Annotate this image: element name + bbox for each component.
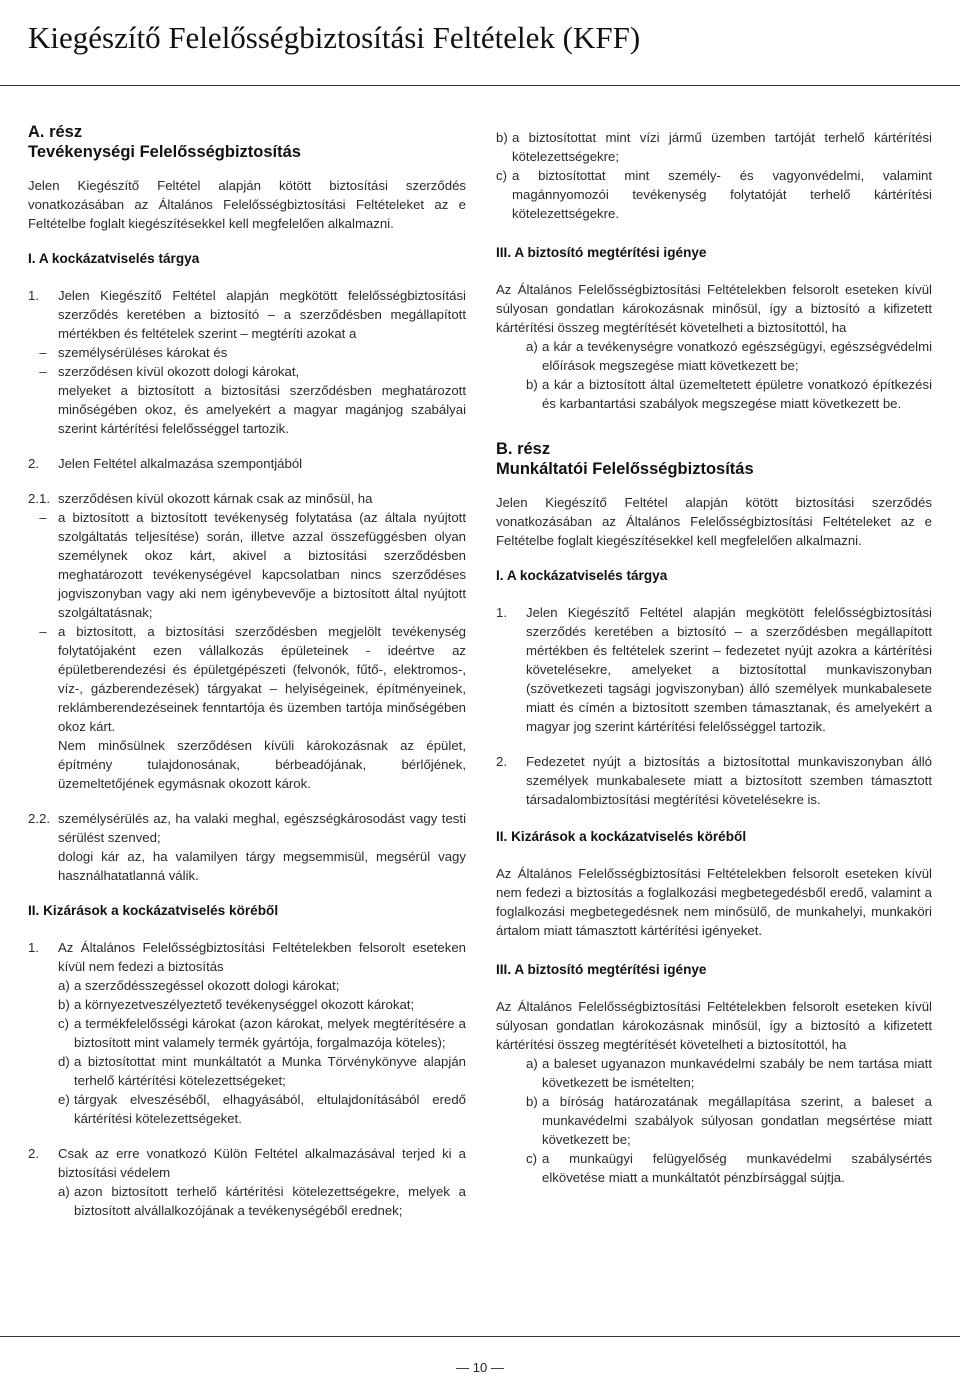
clause-text: Jelen Kiegészítő Feltétel alapján megkötött felelősségbiztosítási szerződés keretében a biztosító – a szerződésben megállapított mértékben és feltételek szerint – megtéríti azokat a xyxy=(58,288,466,341)
clause-number: 1. xyxy=(28,288,39,303)
list-item: c) a termékfelelősségi károkat (azon károkat, melyek megtérítésére a biztosított mint valamely termék gyártója, forgalmazója köteles); xyxy=(58,1016,466,1050)
part-b-label: B. rész xyxy=(496,440,551,458)
recourse-b-text: Az Általános Felelősségbiztosítási Feltételekben felsorolt eseteken kívül súlyosan gondatlan károkozásnak minősül, így a biztosító a kifizetett kártérítési összeg megtérítését követelheti a biztosítottól, ha xyxy=(496,999,932,1052)
exclusion-2-list xyxy=(58,1182,466,1220)
exclusion-2: 2. Csak az erre vonatkozó Külön Feltétel alkalmazásával terjed ki a biztosítási védelem xyxy=(28,1146,466,1180)
section-heading-recourse-b: III. A biztosító megtérítési igénye xyxy=(496,962,707,977)
section-heading-exclusions-b: II. Kizárások a kockázatviselés köréből xyxy=(496,829,747,844)
list-item: b) a kár a biztosított által üzemeltetett épületre vonatkozó építkezési és karbantartási szabályok megszegése miatt következett be. xyxy=(526,377,932,411)
section-heading-scope-b: I. A kockázatviselés tárgya xyxy=(496,568,668,583)
list-item: a) a kár a tevékenységre vonatkozó egészségügyi, egészségvédelmi előírások megszegése miatt következett be; xyxy=(526,339,932,373)
clause-b-1: 1. Jelen Kiegészítő Feltétel alapján megkötött felelősségbiztosítási szerződés keretében a biztosító – a szerződésben megállapított mértékben és feltételek szerint – fedezetet nyújt azokra a kártérítési követelésekre, amelyeket a biztosítottal munkaviszonyban (szövetkezeti tagsági jogviszonyban) álló személyek munkabalesete miatt és címén a biztosított szemben támasztanak, és amelyekért a magyar jog szerint kártérítési felelősséggel tartozik. xyxy=(496,605,932,734)
part-a-intro: Jelen Kiegészítő Feltétel alapján kötött biztosítási szerződés vonatkozásában az Általános Felelősségbiztosítási Feltételeket az e Feltételbe foglalt kiegészítésekkel kell megfelelően alkalmazni. xyxy=(28,178,466,231)
recourse-b-list xyxy=(526,1054,932,1187)
right-column xyxy=(496,128,932,1187)
footer-divider xyxy=(0,1336,960,1337)
clause-2-1: 2.1. szerződésen kívül okozott kárnak csak az minősül, ha xyxy=(28,491,373,506)
dash-item: – szerződésen kívül okozott dologi károkat, xyxy=(39,364,300,379)
list-item: a) a szerződésszegéssel okozott dologi károkat; xyxy=(58,978,340,993)
exclusion-2-list-continued xyxy=(496,128,932,223)
header-divider xyxy=(0,85,960,86)
list-item: d) a biztosítottat mint munkáltatót a Munka Törvénykönyve alapján terhelő kártérítési kötelezettségeket; xyxy=(58,1054,466,1088)
recourse-list xyxy=(526,337,932,413)
exclusions-b-text: Az Általános Felelősségbiztosítási Feltételekben felsorolt eseteken kívül nem fedezi a biztosítás a foglalkozási megbetegedésből eredő, valamint a foglalkozási megbetegedésnek nem minősülő, de munkahelyi, munkaköri ártalom miatt támasztott kártérítési igényeket. xyxy=(496,866,932,938)
clause-1-tail: melyeket a biztosított a biztosítási szerződésben meghatározott minőségében okoz, és amelyekért a magyar magánjog szabályai szerint kártérítési felelősséggel tartozik. xyxy=(58,383,466,436)
dash-item: – személysérüléses károkat és xyxy=(39,345,228,360)
list-item: b) a bíróság határozatának megállapítása szerint, a baleset a munkavédelmi szabályok súlyosan gondatlan megsértése miatt következett be; xyxy=(526,1094,932,1147)
clause-1 xyxy=(28,286,466,343)
clause-b-2: 2. Fedezetet nyújt a biztosítás a biztosítottal munkaviszonyban álló személyek munkabalesete miatt a biztosított szemben támasztott társadalombiztosítási megtérítési követelésekre is. xyxy=(496,754,932,807)
list-item: b) a biztosítottat mint vízi jármű üzemben tartóját terhelő kártérítési kötelezettségekre; xyxy=(496,130,932,164)
list-item: e) tárgyak elveszéséből, elhagyásából, eltulajdonításából eredő kártérítési kötelezettségeket. xyxy=(58,1092,466,1126)
part-b-intro: Jelen Kiegészítő Feltétel alapján kötött biztosítási szerződés vonatkozásában az Általános Felelősségbiztosítási Feltételeket az e Feltételbe foglalt kiegészítésekkel kell megfelelően alkalmazni. xyxy=(496,495,932,548)
section-heading-scope: I. A kockázatviselés tárgya xyxy=(28,251,200,266)
list-item: b) a környezetveszélyeztető tevékenységgel okozott károkat; xyxy=(58,997,415,1012)
clause-2-2: 2.2. személysérülés az, ha valaki meghal, egészségkárosodást vagy testi sérülést szenved; dologi kár az, ha valamilyen tárgy megsemmisül, megsérül vagy használhatatlanná válik. xyxy=(28,811,466,883)
list-item: c) a munkaügyi felügyelőség munkavédelmi szabálysértés elkövetése miatt a munkáltatót pénzbírsággal sújtja. xyxy=(526,1151,932,1185)
page-number: — 10 — xyxy=(456,1360,504,1375)
part-b-title: Munkáltatói Felelősségbiztosítás xyxy=(496,460,754,478)
exclusion-1-list xyxy=(58,976,466,1128)
section-heading-recourse: III. A biztosító megtérítési igénye xyxy=(496,245,707,260)
left-column xyxy=(28,123,466,1220)
list-item: c) a biztosítottat mint személy- és vagyonvédelmi, valamint magánnyomozói tevékenység folytatóját terhelő kártérítési kötelezettségekre. xyxy=(496,168,932,221)
clause-2-1-tail: Nem minősülnek szerződésen kívüli károkozásnak az épület, építmény tulajdonosának, bérbeadójának, bérlőjének, üzemeltetőjének egymásnak okozott károk. xyxy=(58,738,466,791)
list-item: a) azon biztosított terhelő kártérítési kötelezettségekre, melyek a biztosított alvállalkozójának a tevékenységéből erednek; xyxy=(58,1184,466,1218)
exclusion-1: 1. Az Általános Felelősségbiztosítási Feltételekben felsorolt eseteken kívül nem fedezi a biztosítás xyxy=(28,940,466,974)
page-title: Kiegészítő Felelősségbiztosítási Feltételek (KFF) xyxy=(28,20,641,55)
dash-item: – a biztosított, a biztosítási szerződésben megjelölt tevékenység folytatójaként ezen vállalkozás épületeinek - ideértve az épületberendezési és épületgépészeti (felvonók, fűtő-, elektromos-, víz-, gázberendezések) tárgyakat – helyiségeinek, építményeinek, reklámberendezéseinek fenntartója és üzemben tartója minőségében okoz kárt. xyxy=(39,624,466,734)
section-heading-exclusions: II. Kizárások a kockázatviselés köréből xyxy=(28,903,279,918)
dash-item: – a biztosított a biztosított tevékenység folytatása (az általa nyújtott szolgáltatás teljesítése) során, illetve azzal összefüggésben olyan személynek okoz kárt, akivel a biztosítási szerződésben meghatározott tevékenységével kapcsolatban nincs szerződéses jogviszonyban vagy aki nem igénybevevője a biztosított által nyújtott szolgáltatásnak; xyxy=(39,510,466,620)
clause-2: 2. Jelen Feltétel alkalmazása szempontjából xyxy=(28,456,303,471)
recourse-text: Az Általános Felelősségbiztosítási Feltételekben felsorolt eseteken kívül súlyosan gondatlan károkozásnak minősül, így a biztosító a kifizetett kártérítési összeg megtérítését követelheti a biztosítottól, ha xyxy=(496,282,932,335)
list-item: a) a baleset ugyanazon munkavédelmi szabály be nem tartása miatt következett be ismételten; xyxy=(526,1056,932,1090)
part-a-title: Tevékenységi Felelősségbiztosítás xyxy=(28,143,301,161)
part-a-label: A. rész xyxy=(28,123,83,141)
